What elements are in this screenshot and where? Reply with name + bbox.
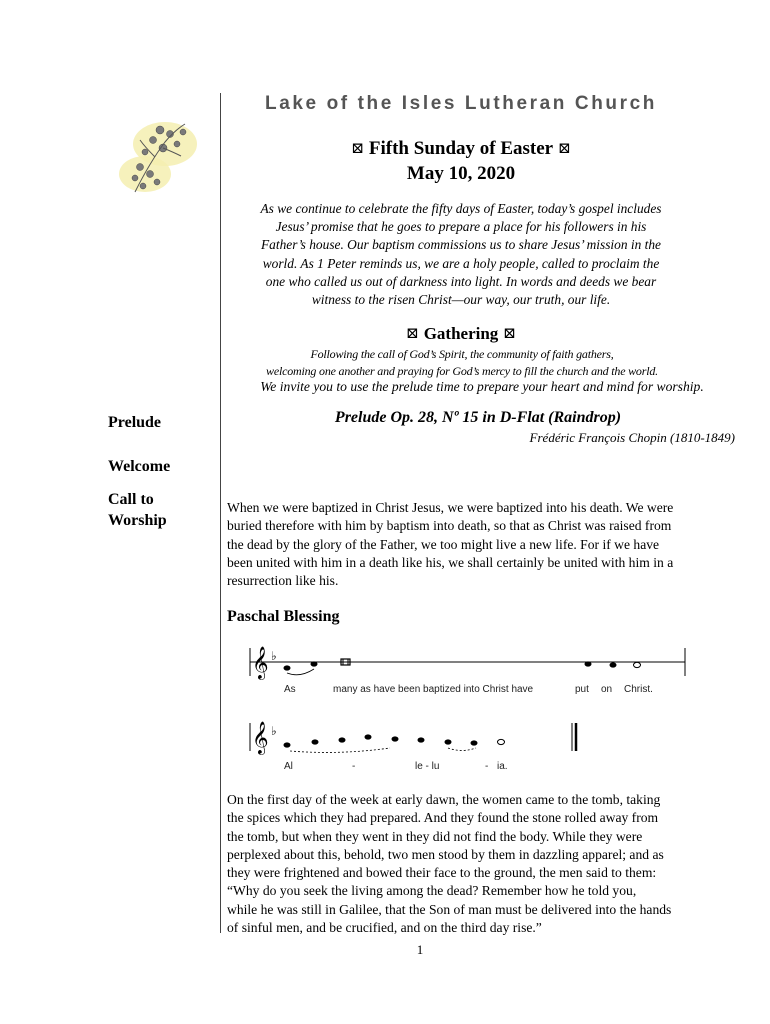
lyric: - <box>485 761 489 772</box>
gathering-heading <box>222 324 700 344</box>
flower-clipart-image <box>115 112 205 197</box>
lyric: Al <box>284 761 293 772</box>
music-staff-1 <box>240 640 700 700</box>
cross-icon: ⊠ <box>351 141 364 157</box>
text-line: they were frightened and bowed their face to the ground, the men said to them: <box>227 865 657 881</box>
text-line: the tomb, but when they went in they did not find the body. While they were <box>227 828 643 844</box>
intro-line: world. As 1 Peter reminds us, we are a holy people, called to proclaim the <box>262 255 660 271</box>
sidebar-label-prelude: Prelude <box>108 414 162 431</box>
treble-clef-icon: 𝄞 <box>252 721 269 754</box>
text-line: buried therefore with him by baptism into death, so that as Christ was raised from <box>227 518 672 534</box>
text-line: the dead by the glory of the Father, we too might live a new life. For if we have <box>227 536 660 552</box>
prelude-composer: Frédéric François Chopin (1810-1849) <box>529 430 735 445</box>
sidebar-label-line: Call to <box>108 491 154 508</box>
flat-icon: ♭ <box>271 649 277 663</box>
page-number: 1 <box>416 942 424 957</box>
flat-icon: ♭ <box>271 724 277 738</box>
call-to-worship-text <box>227 499 735 590</box>
sidebar-label-line: Worship <box>108 512 167 529</box>
service-date: May 10, 2020 <box>406 163 516 184</box>
music-staff-2 <box>240 715 700 780</box>
gathering-line: Following the call of God’s Spirit, the community of faith gathers, <box>310 347 614 361</box>
intro-line: witness to the risen Christ—our way, our truth, our life. <box>311 292 611 308</box>
staff-1-notation <box>240 640 700 685</box>
sidebar-label-call-to-worship <box>108 489 167 531</box>
intro-line: one who called us out of darkness into light. In words and deeds we bear <box>265 273 657 289</box>
cross-icon: ⊠ <box>558 141 571 157</box>
staff-2-notation <box>240 715 700 760</box>
text-line: while he was still in Galilee, that the Son of man must be delivered into the hands <box>227 901 672 917</box>
prelude-invitation: We invite you to use the prelude time to prepare your heart and mind for worship. <box>260 379 704 394</box>
lyric: put <box>575 684 589 695</box>
intro-line: Jesus’ promise that he goes to prepare a place for his followers in his <box>275 219 647 235</box>
cross-icon: ⊠ <box>503 326 516 342</box>
gathering-line: welcoming one another and praying for God’s mercy to fill the church and the world. <box>266 364 658 378</box>
text-line: When we were baptized in Christ Jesus, we were baptized into his death. We were <box>227 500 674 515</box>
lyric: As <box>284 684 296 695</box>
intro-paragraph <box>222 200 700 309</box>
gospel-reading-text <box>227 791 735 937</box>
intro-line: As we continue to celebrate the fifty days of Easter, today’s gospel includes <box>260 201 662 216</box>
gathering-description <box>222 346 702 380</box>
text-line: been united with him in a death like his, we shall certainly be united with him in a <box>227 554 674 570</box>
sunday-title <box>222 138 700 160</box>
lyric: many as have been baptized into Christ have <box>333 684 534 695</box>
treble-clef-icon: 𝄞 <box>252 646 269 679</box>
sunday-name: Fifth Sunday of Easter <box>368 138 554 159</box>
text-line: “Why do you seek the living among the dead? Remember how he told you, <box>227 883 637 899</box>
lyric: on <box>601 684 613 695</box>
prelude-title: Prelude Op. 28, Nº 15 in D-Flat (Raindrop) <box>334 409 622 426</box>
sidebar-label-welcome: Welcome <box>108 458 171 475</box>
text-line: the spices which they had prepared. And they found the stone rolled away from <box>227 810 659 826</box>
lyric: - <box>352 761 356 772</box>
gathering-label: Gathering <box>423 324 499 343</box>
lyric: ia. <box>497 761 508 772</box>
lyric: le - lu <box>415 761 440 772</box>
paschal-blessing-heading: Paschal Blessing <box>227 608 340 625</box>
text-line: of sinful men, and be crucified, and on the third day rise.” <box>227 920 542 936</box>
text-line: perplexed about this, behold, two men stood by them in dazzling apparel; and as <box>227 846 664 862</box>
intro-line: Father’s house. Our baptism commissions us to share Jesus’ mission in the <box>261 237 661 253</box>
cross-icon: ⊠ <box>406 326 419 342</box>
lyric: Christ. <box>624 684 653 695</box>
church-name: Lake of the Isles Lutheran Church <box>265 93 657 114</box>
text-line: On the first day of the week at early dawn, the women came to the tomb, taking <box>227 792 661 807</box>
margin-divider-line <box>220 93 221 933</box>
text-line: resurrection like his. <box>227 573 339 589</box>
